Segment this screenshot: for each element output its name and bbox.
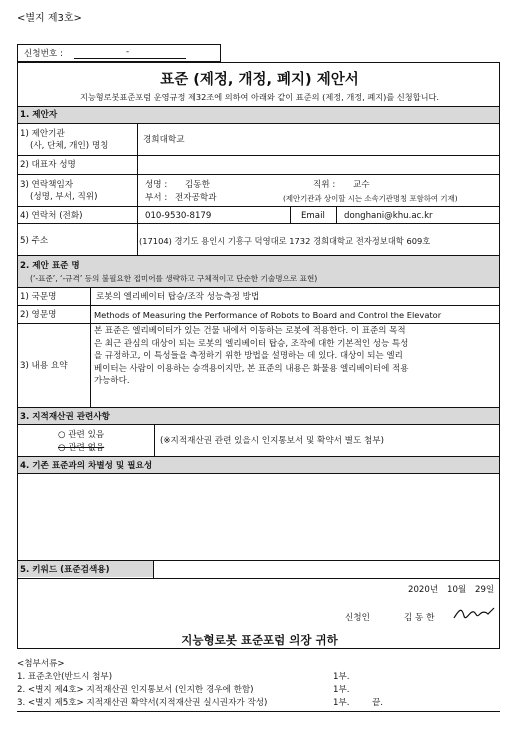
annex-label: <별지 제3호> (17, 13, 82, 24)
position-value: 교수 (353, 180, 370, 190)
address-label: 5) 주소 (20, 236, 49, 246)
korean-name-value: 로봇의 엘리베이터 탑승/조작 성능측정 방법 (96, 292, 260, 302)
summary-text (94, 325, 498, 388)
phone-label: 4) 연락처 (전화) (20, 211, 83, 221)
summary-label: 3) 내용 요약 (20, 361, 68, 371)
section3-header: 3. 지적재산권 관련사항 (20, 412, 110, 422)
form-subtitle: 지능형로봇표준포럼 운영규정 제32조에 의하여 아래와 같이 표준의 (제정, 개정, 폐지)를 신청합니다. (79, 92, 440, 102)
ip-related-yes[interactable]: ○ 관련 있음 (58, 430, 105, 440)
ip-note: (※지적재산권 관련 있을시 인지통보서 및 확약서 별도 첨부) (160, 436, 384, 446)
org-value: 경희대학교 (143, 135, 185, 145)
ip-related-no[interactable]: ○ 관련 없음 (58, 443, 105, 453)
differentiation-field[interactable] (18, 474, 499, 560)
email-label: Email (301, 211, 325, 221)
address-value: (17104) 경기도 용인시 기흥구 덕영대로 1732 경희대학교 전자정보대학 609호 (139, 236, 431, 246)
recipient: 지능형로봇 표준포럼 의장 귀하 (181, 633, 338, 647)
section4-header: 4. 기존 표준과의 차별성 및 필요성 (20, 461, 153, 471)
summary-line: 가능하다. (94, 376, 130, 387)
attachment-item: 3. <별지 제5호> 지적재산권 확약서(지적재산권 실시권자가 작성) (17, 698, 268, 708)
name-label: 성명 : (145, 180, 168, 190)
applicant-name: 김 동 한 (404, 613, 435, 623)
english-name-label: 2) 영문명 (20, 310, 57, 320)
representative-label: 2) 대표자 성명 (20, 160, 76, 170)
application-number-value: - (126, 47, 130, 57)
position-label: 직위 : (313, 180, 336, 190)
attachments-bottom-rule (17, 711, 500, 712)
contact-person-label-sub: (성명, 부서, 직위) (30, 192, 98, 202)
attachment-item: 2. <별지 제4호> 지적재산권 인지통보서 (인지한 경우에 한함) (17, 685, 254, 695)
attachment-count: 1부. (333, 698, 350, 708)
org-label: 1) 제안기관 (20, 129, 65, 139)
department-note: (제안기관과 상이할 시는 소속기관명칭 포함하여 기재) (283, 194, 458, 203)
applicant-label: 신청인 (345, 613, 370, 623)
section2-header: 2. 제안 표준 명 (20, 261, 80, 271)
summary-line: 은 최근 관심의 대상이 되는 로봇의 엘리베이터 탑승, 조작에 대한 기본적인 성능 특성 (94, 338, 409, 349)
attachment-count: 1부. (333, 672, 350, 682)
attachments-end: 끝. (372, 698, 384, 708)
department-label: 부서 : (145, 193, 168, 203)
section5-header: 5. 키워드 (표준검색용) (20, 565, 110, 575)
section1-header-bg (18, 106, 499, 123)
summary-line: 본 표준은 엘리베이터가 있는 건물 내에서 이동하는 로봇에 적용한다. 이 표준의 목적 (94, 326, 406, 336)
date-month: 10월 (447, 585, 467, 595)
korean-name-label: 1) 국문명 (20, 292, 57, 302)
section1-header: 1. 제안자 (20, 110, 58, 120)
contact-person-label: 3) 연락책임자 (20, 180, 74, 190)
signature-image (452, 604, 496, 624)
summary-line: 베이터는 사람이 이용하는 승객용이지만, 본 표준의 내용은 화물용 엘리베이터에 적용 (94, 363, 409, 374)
keyword-field[interactable] (154, 561, 499, 577)
attachment-item: 1. 표준초안(반드시 첨부) (17, 672, 113, 682)
application-number-label: 신청번호 : (24, 49, 63, 59)
date-year: 2020년 (408, 585, 439, 595)
application-number-underline (74, 58, 186, 59)
summary-line: 을 규정하고, 이 특성들을 측정하기 위한 방법을 설명하는 데 있다. 대상이 되는 엘리 (94, 351, 403, 362)
section2-note: (‘-표준’, ‘-규격’ 등의 불필요한 접미어를 생략하고 구체적이고 단순한 기술명으로 표현) (30, 274, 318, 283)
form-title: 표준 (제정, 개정, 폐지) 제안서 (160, 72, 359, 88)
department-value: 전자공학과 (175, 193, 217, 203)
attachments-header: <첨부서류> (17, 659, 65, 669)
attachment-count: 1부. (333, 685, 350, 695)
phone-value: 010-9530-8179 (145, 211, 212, 221)
english-name-value: Methods of Measuring the Performance of Robots to Board and Control the Elevator (94, 310, 442, 320)
name-value: 김동한 (185, 180, 210, 190)
date-day: 29일 (475, 585, 495, 595)
org-label-sub: (사, 단체, 개인) 명칭 (30, 141, 109, 151)
email-value: donghani@khu.ac.kr (344, 211, 433, 221)
